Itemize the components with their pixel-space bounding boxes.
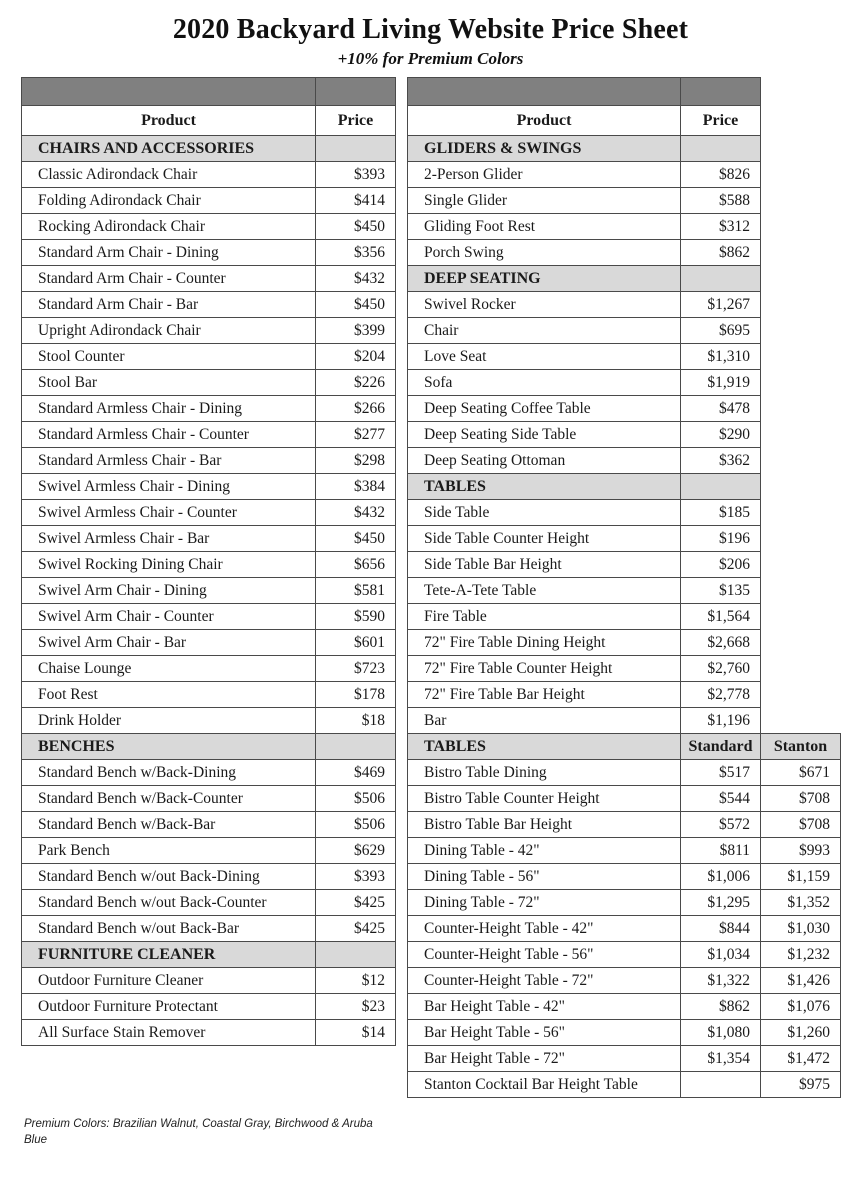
product-row	[22, 240, 396, 266]
product-name: Foot Rest	[22, 682, 316, 708]
product-name: Standard Armless Chair - Dining	[22, 396, 316, 422]
product-name: All Surface Stain Remover	[22, 1020, 316, 1046]
product-name: Standard Bench w/out Back-Counter	[22, 890, 316, 916]
product-price: $432	[316, 266, 396, 292]
product-name: Bar Height Table - 72"	[408, 1046, 681, 1072]
product-row	[408, 656, 841, 682]
product-row	[22, 396, 396, 422]
product-name: Standard Arm Chair - Bar	[22, 292, 316, 318]
product-name: Counter-Height Table - 56"	[408, 942, 681, 968]
page-title: 2020 Backyard Living Website Price Sheet	[172, 14, 689, 45]
stanton-price: $708	[761, 812, 841, 838]
product-name: Deep Seating Ottoman	[408, 448, 681, 474]
product-name: Standard Bench w/out Back-Bar	[22, 916, 316, 942]
section-price-cell	[681, 474, 761, 500]
product-price: $826	[681, 162, 761, 188]
product-price: $414	[316, 188, 396, 214]
empty-cell	[761, 266, 841, 292]
product-name: Side Table Counter Height	[408, 526, 681, 552]
section-title: BENCHES	[22, 734, 316, 760]
product-name: Swivel Arm Chair - Dining	[22, 578, 316, 604]
product-name: Counter-Height Table - 42"	[408, 916, 681, 942]
product-price: $506	[316, 786, 396, 812]
standard-price: $844	[681, 916, 761, 942]
product-row	[22, 786, 396, 812]
product-price: $450	[316, 526, 396, 552]
product-row	[408, 318, 841, 344]
empty-cell	[761, 474, 841, 500]
product-price: $356	[316, 240, 396, 266]
standard-price: $1,006	[681, 864, 761, 890]
section-header-row	[22, 136, 396, 162]
product-name: Bistro Table Dining	[408, 760, 681, 786]
product-row	[408, 812, 841, 838]
section-header-row	[408, 266, 841, 292]
section-title: CHAIRS AND ACCESSORIES	[22, 136, 316, 162]
product-row	[408, 838, 841, 864]
standard-price: $862	[681, 994, 761, 1020]
product-row	[22, 214, 396, 240]
standard-price: $1,322	[681, 968, 761, 994]
empty-cell	[761, 604, 841, 630]
product-name: Gliding Foot Rest	[408, 214, 681, 240]
section-price-cell	[681, 136, 761, 162]
empty-cell	[761, 656, 841, 682]
column-header-row	[408, 106, 841, 136]
product-row	[22, 500, 396, 526]
product-price: $1,919	[681, 370, 761, 396]
section-price-cell	[316, 942, 396, 968]
empty-cell	[761, 526, 841, 552]
product-name: Standard Armless Chair - Counter	[22, 422, 316, 448]
product-row	[22, 422, 396, 448]
left-price-table	[21, 77, 396, 1046]
empty-cell	[761, 162, 841, 188]
product-name: Folding Adirondack Chair	[22, 188, 316, 214]
product-row	[408, 630, 841, 656]
stanton-price: $993	[761, 838, 841, 864]
product-row	[22, 578, 396, 604]
product-name: Park Bench	[22, 838, 316, 864]
standard-price	[681, 1072, 761, 1098]
stanton-price: $975	[761, 1072, 841, 1098]
product-name: 72" Fire Table Counter Height	[408, 656, 681, 682]
section-price-cell	[316, 136, 396, 162]
product-price: $226	[316, 370, 396, 396]
product-name: Rocking Adirondack Chair	[22, 214, 316, 240]
product-row	[408, 994, 841, 1020]
product-name: Bistro Table Counter Height	[408, 786, 681, 812]
product-row	[408, 292, 841, 318]
product-name: Standard Bench w/Back-Bar	[22, 812, 316, 838]
section-header-row	[22, 942, 396, 968]
empty-cell	[761, 708, 841, 734]
empty-cell	[761, 318, 841, 344]
product-row	[408, 682, 841, 708]
product-row	[22, 526, 396, 552]
product-name: Drink Holder	[22, 708, 316, 734]
empty-cell	[761, 448, 841, 474]
product-name: Bistro Table Bar Height	[408, 812, 681, 838]
product-row	[408, 786, 841, 812]
standard-price: $1,034	[681, 942, 761, 968]
product-name: Stool Bar	[22, 370, 316, 396]
product-name: Chaise Lounge	[22, 656, 316, 682]
empty-cell	[761, 344, 841, 370]
product-name: Porch Swing	[408, 240, 681, 266]
product-name: Bar	[408, 708, 681, 734]
standard-column-header: Standard	[681, 734, 761, 760]
product-price: $629	[316, 838, 396, 864]
product-price: $478	[681, 396, 761, 422]
product-row	[22, 864, 396, 890]
product-name: Standard Bench w/out Back-Dining	[22, 864, 316, 890]
page-subtitle: +10% for Premium Colors	[337, 49, 524, 68]
product-name: Deep Seating Coffee Table	[408, 396, 681, 422]
stanton-column-header: Stanton	[761, 734, 841, 760]
product-price: $1,196	[681, 708, 761, 734]
product-name: Swivel Armless Chair - Bar	[22, 526, 316, 552]
product-price: $588	[681, 188, 761, 214]
empty-cell	[761, 682, 841, 708]
product-price: $23	[316, 994, 396, 1020]
product-price: $601	[316, 630, 396, 656]
product-row	[22, 266, 396, 292]
product-name: Outdoor Furniture Protectant	[22, 994, 316, 1020]
product-row	[408, 864, 841, 890]
product-price: $450	[316, 214, 396, 240]
product-name: Side Table	[408, 500, 681, 526]
product-row	[408, 188, 841, 214]
product-name: Bar Height Table - 42"	[408, 994, 681, 1020]
product-row	[22, 760, 396, 786]
product-name: Classic Adirondack Chair	[22, 162, 316, 188]
product-row	[408, 448, 841, 474]
stanton-price: $671	[761, 760, 841, 786]
product-row	[408, 526, 841, 552]
empty-cell	[761, 396, 841, 422]
product-price: $312	[681, 214, 761, 240]
product-name: Dining Table - 72"	[408, 890, 681, 916]
section-price-cell	[316, 734, 396, 760]
product-price: $723	[316, 656, 396, 682]
empty-cell	[761, 214, 841, 240]
product-name: Sofa	[408, 370, 681, 396]
product-row	[22, 708, 396, 734]
product-row	[408, 370, 841, 396]
product-price: $1,564	[681, 604, 761, 630]
product-name: Outdoor Furniture Cleaner	[22, 968, 316, 994]
empty-cell	[761, 422, 841, 448]
stanton-price: $708	[761, 786, 841, 812]
empty-cell	[761, 370, 841, 396]
product-name: Single Glider	[408, 188, 681, 214]
product-row	[408, 422, 841, 448]
product-name: Swivel Arm Chair - Bar	[22, 630, 316, 656]
product-row	[22, 838, 396, 864]
empty-cell	[761, 292, 841, 318]
product-row	[408, 240, 841, 266]
product-price: $290	[681, 422, 761, 448]
product-price: $450	[316, 292, 396, 318]
section-header-row	[408, 734, 841, 760]
section-title: TABLES	[408, 474, 681, 500]
product-price: $590	[316, 604, 396, 630]
section-header-row	[408, 474, 841, 500]
price-column-header: Price	[316, 106, 396, 136]
product-price: $2,760	[681, 656, 761, 682]
product-name: Swivel Rocker	[408, 292, 681, 318]
product-row	[408, 344, 841, 370]
product-price: $204	[316, 344, 396, 370]
header-band	[22, 78, 396, 106]
product-name: Bar Height Table - 56"	[408, 1020, 681, 1046]
empty-cell	[761, 240, 841, 266]
header-band	[408, 78, 841, 106]
product-row	[22, 474, 396, 500]
standard-price: $517	[681, 760, 761, 786]
product-price: $2,668	[681, 630, 761, 656]
empty-cell	[761, 630, 841, 656]
product-row	[22, 916, 396, 942]
stanton-price: $1,260	[761, 1020, 841, 1046]
product-row	[22, 188, 396, 214]
product-row	[408, 890, 841, 916]
product-row	[22, 162, 396, 188]
product-name: Fire Table	[408, 604, 681, 630]
right-price-table	[407, 77, 841, 1098]
product-row	[408, 1072, 841, 1098]
product-row	[408, 708, 841, 734]
product-row	[408, 214, 841, 240]
product-price: $14	[316, 1020, 396, 1046]
product-row	[22, 344, 396, 370]
empty-cell	[761, 188, 841, 214]
stanton-price: $1,159	[761, 864, 841, 890]
product-price: $1,267	[681, 292, 761, 318]
section-title: DEEP SEATING	[408, 266, 681, 292]
product-price: $298	[316, 448, 396, 474]
product-name: Chair	[408, 318, 681, 344]
product-price: $393	[316, 864, 396, 890]
product-name: Swivel Rocking Dining Chair	[22, 552, 316, 578]
section-header-row	[22, 734, 396, 760]
product-name: Swivel Armless Chair - Dining	[22, 474, 316, 500]
section-title: FURNITURE CLEANER	[22, 942, 316, 968]
product-price: $1,310	[681, 344, 761, 370]
product-row	[22, 552, 396, 578]
product-name: Deep Seating Side Table	[408, 422, 681, 448]
product-row	[22, 448, 396, 474]
empty-cell	[761, 552, 841, 578]
product-name: 2-Person Glider	[408, 162, 681, 188]
product-price: $135	[681, 578, 761, 604]
product-column-header: Product	[408, 106, 681, 136]
product-row	[408, 1046, 841, 1072]
section-title: GLIDERS & SWINGS	[408, 136, 681, 162]
price-column-header: Price	[681, 106, 761, 136]
empty-cell	[761, 136, 841, 162]
product-name: 72" Fire Table Bar Height	[408, 682, 681, 708]
product-name: Standard Arm Chair - Counter	[22, 266, 316, 292]
product-name: Standard Armless Chair - Bar	[22, 448, 316, 474]
section-header-row	[408, 136, 841, 162]
product-row	[408, 760, 841, 786]
product-row	[408, 968, 841, 994]
product-row	[22, 968, 396, 994]
product-row	[408, 500, 841, 526]
product-row	[22, 812, 396, 838]
product-row	[22, 994, 396, 1020]
standard-price: $1,295	[681, 890, 761, 916]
product-price: $469	[316, 760, 396, 786]
stanton-price: $1,426	[761, 968, 841, 994]
product-row	[408, 1020, 841, 1046]
product-price: $425	[316, 916, 396, 942]
product-price: $362	[681, 448, 761, 474]
standard-price: $572	[681, 812, 761, 838]
product-row	[22, 630, 396, 656]
product-row	[408, 162, 841, 188]
product-price: $185	[681, 500, 761, 526]
product-row	[408, 942, 841, 968]
product-price: $656	[316, 552, 396, 578]
product-name: Counter-Height Table - 72"	[408, 968, 681, 994]
product-name: Swivel Armless Chair - Counter	[22, 500, 316, 526]
stanton-price: $1,472	[761, 1046, 841, 1072]
product-price: $862	[681, 240, 761, 266]
column-header-row	[22, 106, 396, 136]
product-column-header: Product	[22, 106, 316, 136]
section-title: TABLES	[408, 734, 681, 760]
product-price: $18	[316, 708, 396, 734]
product-price: $581	[316, 578, 396, 604]
product-price: $695	[681, 318, 761, 344]
product-price: $425	[316, 890, 396, 916]
product-row	[408, 604, 841, 630]
product-row	[22, 1020, 396, 1046]
product-name: 72" Fire Table Dining Height	[408, 630, 681, 656]
product-row	[22, 682, 396, 708]
product-name: Stool Counter	[22, 344, 316, 370]
product-row	[22, 318, 396, 344]
product-name: Upright Adirondack Chair	[22, 318, 316, 344]
product-price: $196	[681, 526, 761, 552]
product-row	[22, 890, 396, 916]
product-row	[408, 916, 841, 942]
standard-price: $544	[681, 786, 761, 812]
premium-colors-footnote: Premium Colors: Brazilian Walnut, Coastal Gray, Birchwood & Aruba Blue	[24, 1118, 373, 1146]
stanton-price: $1,232	[761, 942, 841, 968]
stanton-price: $1,352	[761, 890, 841, 916]
product-price: $384	[316, 474, 396, 500]
product-price: $178	[316, 682, 396, 708]
empty-cell	[761, 578, 841, 604]
product-row	[408, 396, 841, 422]
product-name: Tete-A-Tete Table	[408, 578, 681, 604]
product-price: $2,778	[681, 682, 761, 708]
product-name: Stanton Cocktail Bar Height Table	[408, 1072, 681, 1098]
product-price: $432	[316, 500, 396, 526]
product-price: $506	[316, 812, 396, 838]
product-row	[408, 552, 841, 578]
product-price: $12	[316, 968, 396, 994]
product-name: Dining Table - 42"	[408, 838, 681, 864]
product-name: Side Table Bar Height	[408, 552, 681, 578]
product-row	[408, 578, 841, 604]
product-price: $393	[316, 162, 396, 188]
standard-price: $1,354	[681, 1046, 761, 1072]
standard-price: $811	[681, 838, 761, 864]
empty-cell	[761, 500, 841, 526]
product-row	[22, 656, 396, 682]
standard-price: $1,080	[681, 1020, 761, 1046]
section-price-cell	[681, 266, 761, 292]
product-name: Love Seat	[408, 344, 681, 370]
stanton-price: $1,030	[761, 916, 841, 942]
product-price: $266	[316, 396, 396, 422]
product-price: $399	[316, 318, 396, 344]
product-name: Swivel Arm Chair - Counter	[22, 604, 316, 630]
product-name: Standard Bench w/Back-Dining	[22, 760, 316, 786]
product-price: $206	[681, 552, 761, 578]
stanton-price: $1,076	[761, 994, 841, 1020]
product-price: $277	[316, 422, 396, 448]
product-name: Standard Bench w/Back-Counter	[22, 786, 316, 812]
product-row	[22, 604, 396, 630]
product-row	[22, 292, 396, 318]
product-name: Standard Arm Chair - Dining	[22, 240, 316, 266]
product-row	[22, 370, 396, 396]
product-name: Dining Table - 56"	[408, 864, 681, 890]
